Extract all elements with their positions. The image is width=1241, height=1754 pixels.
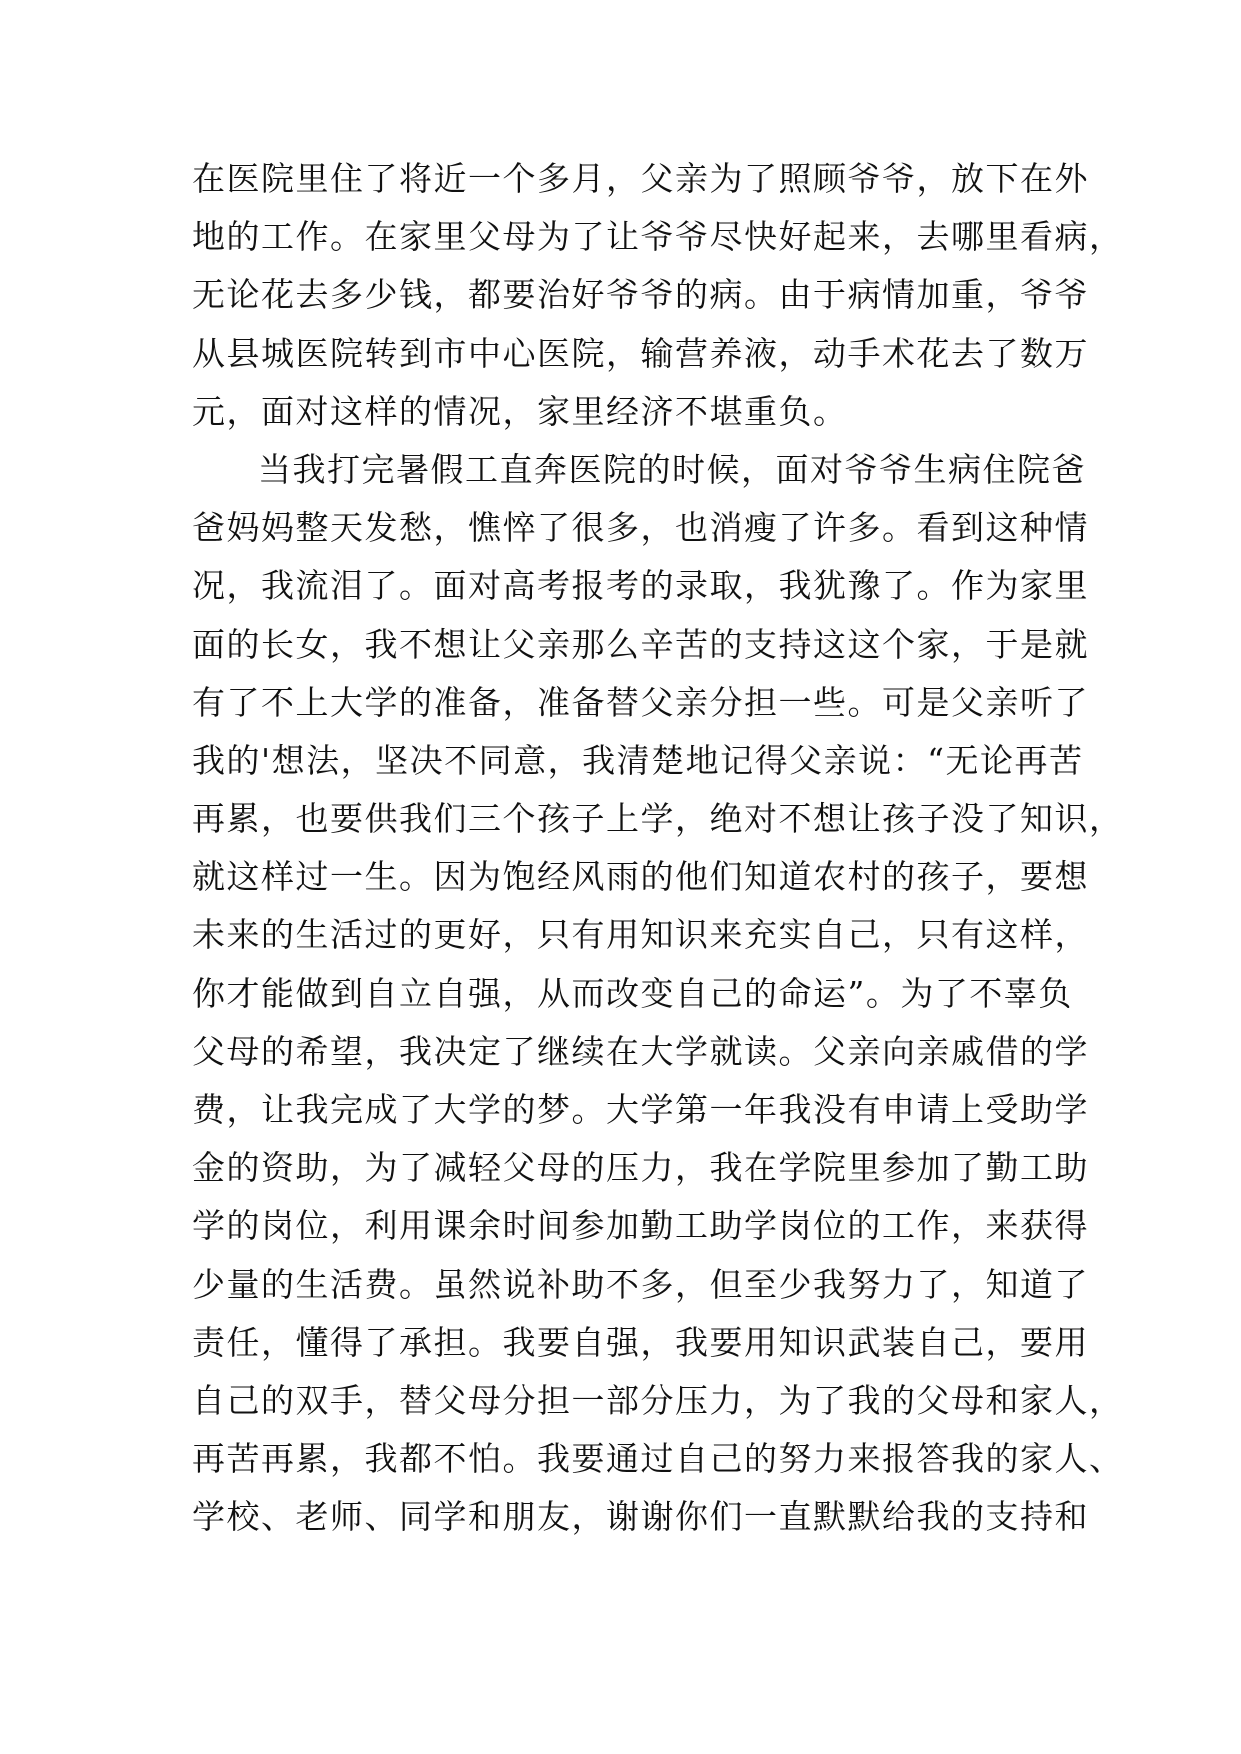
text-line: 我的'想法，坚决不同意，我清楚地记得父亲说：“无论再苦 [192,740,1084,780]
text-line: 父母的希望，我决定了继续在大学就读。父亲向亲戚借的学 [192,1031,1089,1071]
text-line: 从县城医院转到市中心医院，输营养液，动手术花去了数万 [192,333,1089,373]
text-line: 地的工作。在家里父母为了让爷爷尽快好起来，去哪里看病， [192,217,1124,257]
text-line: 爸妈妈整天发愁，憔悴了很多，也消瘦了许多。看到这种情 [192,508,1089,548]
text-line: 元，面对这样的情况，家里经济不堪重负。 [192,391,848,431]
text-line: 自己的双手，替父母分担一部分压力，为了我的父母和家人， [192,1380,1124,1420]
body-text [192,150,1124,1547]
text-line: 学的岗位，利用课余时间参加勤工助学岗位的工作，来获得 [192,1206,1089,1246]
text-line: 未来的生活过的更好，只有用知识来充实自己，只有这样， [192,915,1089,955]
text-line: 就这样过一生。因为饱经风雨的他们知道农村的孩子，要想 [192,857,1089,897]
paragraph-start-line: 当我打完暑假工直奔医院的时候，面对爷爷生病住院爸 [258,449,1086,489]
text-line: 况，我流泪了。面对高考报考的录取，我犹豫了。作为家里 [192,566,1089,606]
text-line: 有了不上大学的准备，准备替父亲分担一些。可是父亲听了 [192,682,1089,722]
text-line: 面的长女，我不想让父亲那么辛苦的支持这这个家，于是就 [192,624,1089,664]
text-line: 金的资助，为了减轻父母的压力，我在学院里参加了勤工助 [192,1148,1089,1188]
text-line: 少量的生活费。虽然说补助不多，但至少我努力了，知道了 [192,1264,1089,1304]
text-line: 再累，也要供我们三个孩子上学，绝对不想让孩子没了知识， [192,799,1124,839]
text-line: 责任，懂得了承担。我要自强，我要用知识武装自己，要用 [192,1322,1089,1362]
text-line: 你才能做到自立自强，从而改变自己的命运”。为了不辜负 [192,973,1073,1013]
text-line: 费，让我完成了大学的梦。大学第一年我没有申请上受助学 [192,1090,1089,1129]
text-line: 学校、老师、同学和朋友，谢谢你们一直默默给我的支持和 [192,1497,1089,1537]
text-line: 再苦再累，我都不怕。我要通过自己的努力来报答我的家人、 [192,1439,1124,1479]
text-line: 在医院里住了将近一个多月，父亲为了照顾爷爷，放下在外 [192,159,1089,198]
text-line: 无论花去多少钱，都要治好爷爷的病。由于病情加重，爷爷 [192,275,1089,315]
